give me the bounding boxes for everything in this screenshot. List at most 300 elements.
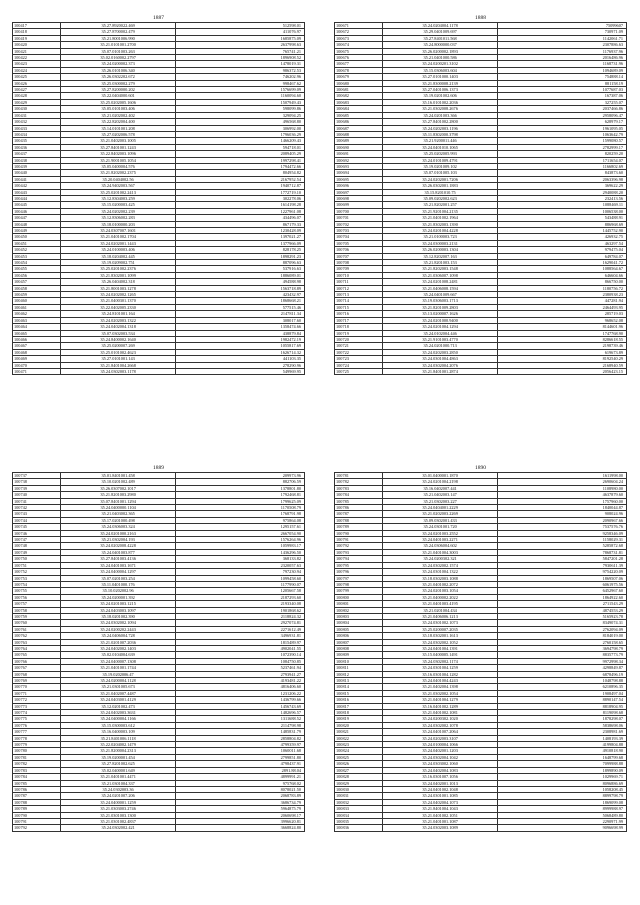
code-cell: 35.24.0401007.2064: [382, 729, 497, 735]
record-id-cell: 100452: [13, 247, 61, 253]
code-cell: 35.21.0401001.4471: [60, 774, 175, 780]
amount-cell: 327255.07: [498, 99, 627, 105]
record-id-cell: 100456: [13, 272, 61, 278]
amount-cell: 1799625.09: [176, 498, 305, 504]
record-id-cell: 100774: [13, 710, 61, 716]
record-id-cell: 100795: [335, 562, 383, 568]
record-id-cell: 100782: [335, 479, 383, 485]
record-id-cell: 100786: [335, 505, 383, 511]
code-cell: 35.21.9101003.4770: [382, 336, 497, 342]
amount-cell: 1160094.60: [176, 93, 305, 99]
record-id-cell: 100766: [13, 658, 61, 664]
ledger-table: [334, 472, 627, 832]
code-cell: 35.24.0301004.1259: [382, 665, 497, 671]
record-id-cell: 100759: [13, 613, 61, 619]
record-id-cell: 100712: [335, 285, 383, 291]
code-cell: 35.24.0302002.1094: [60, 620, 175, 626]
record-id-cell: 100446: [13, 208, 61, 214]
code-cell: 35.24.0300003.2131: [382, 240, 497, 246]
record-id-cell: 100792: [335, 543, 383, 549]
amount-cell: 1177990.07: [176, 581, 305, 587]
amount-cell: 1205667.58: [176, 588, 305, 594]
amount-cell: 1747768.90: [498, 330, 627, 336]
record-id-cell: 100738: [13, 479, 61, 485]
amount-cell: 1626714.32: [176, 349, 305, 355]
amount-cell: 4874553.29: [498, 607, 627, 613]
amount-cell: 463297.54: [498, 240, 627, 246]
amount-cell: 1685875.09: [176, 35, 305, 41]
record-id-cell: 100830: [335, 786, 383, 792]
record-id-cell: 100787: [13, 793, 61, 799]
code-cell: 35.24.0200004.1128: [60, 678, 175, 684]
record-id-cell: 100819: [335, 716, 383, 722]
amount-cell: 434496.07: [176, 215, 305, 221]
code-cell: 35.05.0400004.576: [60, 163, 175, 169]
record-id-cell: 100689: [335, 138, 383, 144]
amount-cell: 1796036.29: [176, 131, 305, 137]
record-id-cell: 100825: [335, 754, 383, 760]
record-id-cell: 100698: [335, 195, 383, 201]
amount-cell: 2060698.17: [176, 812, 305, 818]
amount-cell: 2114798.98: [176, 722, 305, 728]
record-id-cell: 100718: [335, 324, 383, 330]
record-id-cell: 100460: [13, 298, 61, 304]
code-cell: 35.16.0402007.441: [382, 485, 497, 491]
record-id-cell: 100812: [335, 671, 383, 677]
record-id-cell: 100786: [13, 786, 61, 792]
amount-cell: 843873.60: [498, 170, 627, 176]
record-id-cell: 100458: [13, 285, 61, 291]
amount-cell: 2711543.29: [498, 601, 627, 607]
record-id-cell: 100437: [13, 151, 61, 157]
code-cell: 35.21.8302003.1390: [382, 221, 497, 227]
code-cell: 35.20.0404002.56: [60, 176, 175, 182]
code-cell: 35.07.0101003.263: [60, 48, 175, 54]
amount-cell: 167387.06: [498, 93, 627, 99]
amount-cell: 1982472.19: [176, 336, 305, 342]
record-id-cell: 100781: [335, 473, 383, 479]
code-cell: 35.24.0402004.1073: [382, 799, 497, 805]
record-id-cell: 100796: [335, 569, 383, 575]
record-id-cell: 100463: [13, 317, 61, 323]
table-row: [13, 368, 305, 374]
amount-cell: 4798437.91: [176, 761, 305, 767]
amount-cell: 2016486.96: [498, 55, 627, 61]
record-id-cell: 100741: [13, 498, 61, 504]
code-cell: 35.29.0401009.697: [382, 29, 497, 35]
amount-cell: 7868731.81: [498, 549, 627, 555]
record-id-cell: 100779: [13, 742, 61, 748]
code-cell: 35.24.0201004.1294: [382, 324, 497, 330]
code-cell: 35.24.0200001.392: [60, 594, 175, 600]
amount-cell: 1711654.07: [498, 157, 627, 163]
record-id-cell: 100829: [335, 780, 383, 786]
record-id-cell: 100832: [335, 799, 383, 805]
code-cell: 35.24.0202003.2850: [382, 349, 497, 355]
code-cell: 35.21.0400301.1370: [60, 298, 175, 304]
record-id-cell: 100468: [13, 349, 61, 355]
amount-cell: 3694798.79: [498, 645, 627, 651]
code-cell: 35.27.8401011.568: [382, 35, 497, 41]
record-id-cell: 100448: [13, 221, 61, 227]
amount-cell: 1869099.08: [498, 799, 627, 805]
amount-cell: 9754220.09: [498, 569, 627, 575]
record-id-cell: 100799: [335, 588, 383, 594]
record-id-cell: 100831: [335, 793, 383, 799]
record-id-cell: 100680: [335, 80, 383, 86]
record-id-cell: 100466: [13, 336, 61, 342]
amount-cell: 1772719.10: [176, 189, 305, 195]
record-id-cell: 100709: [335, 266, 383, 272]
amount-cell: 1060011.68: [176, 748, 305, 754]
record-id-cell: 100702: [335, 221, 383, 227]
code-cell: 35.24.0400007.1308: [60, 658, 175, 664]
record-id-cell: 100788: [335, 517, 383, 523]
amount-cell: 8835773.79: [498, 652, 627, 658]
amount-cell: 1295157.61: [176, 524, 305, 530]
code-cell: 35.24.0401003.877: [60, 549, 175, 555]
code-cell: 35.26.0101006.340: [60, 67, 175, 73]
code-cell: 35.25.0101002.4623: [60, 349, 175, 355]
code-cell: 35.21.0401003.4195: [382, 601, 497, 607]
code-cell: 35.01.8401001.458: [60, 473, 175, 479]
record-id-cell: 100783: [13, 767, 61, 773]
amount-cell: 1006538.00: [498, 208, 627, 214]
code-cell: 35.19.0306003.1713: [382, 298, 497, 304]
amount-cell: 2760158.65: [498, 639, 627, 645]
record-id-cell: 100746: [13, 530, 61, 536]
amount-cell: 619673.89: [498, 349, 627, 355]
record-id-cell: 100465: [13, 330, 61, 336]
amount-cell: 866750.00: [498, 279, 627, 285]
amount-cell: 2168940.59: [498, 362, 627, 368]
code-cell: 35.25.0300002.279: [60, 80, 175, 86]
code-cell: 35.22.0204002.1479: [60, 742, 175, 748]
code-cell: 35.24.8400002.1640: [60, 336, 175, 342]
record-id-cell: 100706: [335, 247, 383, 253]
code-cell: 35.24.0401010.1065: [382, 144, 497, 150]
amount-cell: 2958096.47: [498, 112, 627, 118]
amount-cell: 1576699.09: [176, 87, 305, 93]
record-id-cell: 100471: [13, 368, 61, 374]
amount-cell: 4637879.60: [498, 492, 627, 498]
record-id-cell: 100451: [13, 240, 61, 246]
code-cell: 35.21.0403002.365: [60, 511, 175, 517]
amount-cell: 1094689.09: [498, 67, 627, 73]
amount-cell: 9096698.99: [498, 825, 627, 831]
amount-cell: 820259.20: [498, 151, 627, 157]
amount-cell: 537916.63: [176, 266, 305, 272]
code-cell: 35.24.0302002.421: [60, 825, 175, 831]
record-id-cell: 100785: [335, 498, 383, 504]
record-id-cell: 100813: [335, 678, 383, 684]
code-cell: 35.27.0101001.143: [60, 356, 175, 362]
code-cell: 35.24.0202001.7206: [382, 176, 497, 182]
code-cell: 35.21.8200004.2313: [60, 748, 175, 754]
code-cell: 35.22.8402003.1096: [60, 151, 175, 157]
code-cell: 35.05.0101003.406: [60, 106, 175, 112]
code-cell: 35.21.8201003.2980: [60, 492, 175, 498]
record-id-cell: 100747: [13, 537, 61, 543]
code-cell: 35.24.0401004.1391: [382, 645, 497, 651]
amount-cell: 1869507.06: [498, 575, 627, 581]
code-cell: 35.24.0301004.4863: [382, 356, 497, 362]
record-id-cell: 100687: [335, 125, 383, 131]
record-id-cell: 100785: [13, 780, 61, 786]
code-cell: 35.24.0102004.446: [382, 330, 497, 336]
record-id-cell: 100791: [335, 537, 383, 543]
amount-cell: 577515.46: [176, 304, 305, 310]
record-id-cell: 100826: [335, 761, 383, 767]
record-id-cell: 100697: [335, 189, 383, 195]
amount-cell: 1168731.96: [498, 61, 627, 67]
amount-cell: 2308981.69: [498, 729, 627, 735]
record-id-cell: 100430: [13, 106, 61, 112]
record-id-cell: 100459: [13, 292, 61, 298]
amount-cell: 1408193.39: [498, 735, 627, 741]
record-id-cell: 100677: [335, 61, 383, 67]
code-cell: 35.24.0200201.3102: [382, 61, 497, 67]
code-cell: 35.12.8202007.163: [382, 253, 497, 259]
record-id-cell: 100447: [13, 215, 61, 221]
code-cell: 35.22.0404000.601: [60, 93, 175, 99]
amount-cell: 754888.14: [498, 74, 627, 80]
record-id-cell: 100440: [13, 170, 61, 176]
code-cell: 35.24.0400000.1104: [60, 505, 175, 511]
code-cell: 35.19.0201002.606: [382, 93, 497, 99]
code-cell: 35.21.0402003.1005: [60, 138, 175, 144]
code-cell: 35.21.0302003.227: [382, 498, 497, 504]
code-cell: 35.24.0400004.1166: [60, 716, 175, 722]
record-id-cell: 100818: [335, 710, 383, 716]
record-id-cell: 100683: [335, 99, 383, 105]
record-id-cell: 100833: [335, 806, 383, 812]
code-cell: 35.24.0101009.4791: [382, 157, 497, 163]
amount-cell: 998467.62: [176, 80, 305, 86]
record-id-cell: 100808: [335, 645, 383, 651]
amount-cell: 2762094.09: [498, 626, 627, 632]
record-id-cell: 100434: [13, 131, 61, 137]
code-cell: 35.24.0302002.1078: [382, 722, 497, 728]
record-id-cell: 100435: [13, 138, 61, 144]
record-id-cell: 100784: [13, 774, 61, 780]
record-id-cell: 100671: [335, 23, 383, 29]
ledger-sheet-1888: [334, 14, 627, 375]
amount-cell: 1099458.60: [176, 575, 305, 581]
record-id-cell: 100721: [335, 343, 383, 349]
record-id-cell: 100757: [13, 601, 61, 607]
amount-cell: 1397021.27: [176, 234, 305, 240]
record-id-cell: 100703: [335, 228, 383, 234]
amount-cell: 2187293.60: [176, 594, 305, 600]
record-id-cell: 100761: [13, 626, 61, 632]
code-cell: 35.24.0202003.1196: [382, 125, 497, 131]
code-cell: 35.11.8302000.3798: [382, 131, 497, 137]
amount-cell: 1072390.14: [176, 652, 305, 658]
record-id-cell: 100716: [335, 311, 383, 317]
record-id-cell: 100686: [335, 119, 383, 125]
amount-cell: 5237461.94: [176, 665, 305, 671]
record-id-cell: 100765: [13, 652, 61, 658]
amount-cell: 1940712.87: [176, 183, 305, 189]
code-cell: 35.24.0100004.1066: [382, 742, 497, 748]
amount-cell: 423432.97: [176, 292, 305, 298]
amount-cell: 2793941.27: [176, 671, 305, 677]
record-id-cell: 100685: [335, 112, 383, 118]
record-id-cell: 100823: [335, 742, 383, 748]
code-cell: 35.24.0302003.36: [60, 786, 175, 792]
ledger-table: [12, 472, 305, 832]
amount-cell: 8184019.00: [498, 633, 627, 639]
record-id-cell: 100816: [335, 697, 383, 703]
code-cell: 35.21.0401002.2072: [382, 581, 497, 587]
amount-cell: 1815489.97: [176, 639, 305, 645]
code-cell: 35.10.0201002.489: [60, 479, 175, 485]
ledger-sheet-1890: [334, 464, 627, 832]
record-id-cell: 100764: [13, 645, 61, 651]
code-cell: 35.26.0200002.1893: [382, 48, 497, 54]
record-id-cell: 100679: [335, 74, 383, 80]
amount-cell: 2782999.17: [498, 144, 627, 150]
record-id-cell: 100789: [13, 806, 61, 812]
amount-cell: 496568.80: [176, 119, 305, 125]
amount-cell: 1311688.52: [176, 716, 305, 722]
amount-cell: 765741.21: [176, 48, 305, 54]
amount-cell: 1908497.04: [498, 690, 627, 696]
amount-cell: 2056423.15: [498, 368, 627, 374]
code-cell: 35.24.0301002.1073: [382, 620, 497, 626]
amount-cell: 302278.06: [176, 195, 305, 201]
amount-cell: 730971.09: [498, 29, 627, 35]
amount-cell: 1456743.69: [176, 703, 305, 709]
record-id-cell: 100723: [335, 356, 383, 362]
code-cell: 35.25.0200007.269: [60, 343, 175, 349]
code-cell: 35.24.0301004.1322: [382, 569, 497, 575]
amount-cell: 1377966.09: [176, 240, 305, 246]
code-cell: 35.07.0302003.534: [60, 330, 175, 336]
amount-cell: 1378801.80: [176, 485, 305, 491]
code-cell: 35.21.8302001.1099: [60, 272, 175, 278]
amount-cell: 1059983.17: [176, 543, 305, 549]
record-id-cell: 100742: [13, 505, 61, 511]
amount-cell: 598099.86: [176, 106, 305, 112]
record-id-cell: 100462: [13, 311, 61, 317]
amount-cell: 975864.08: [176, 517, 305, 523]
amount-cell: 968652.08: [498, 317, 627, 323]
code-cell: 35.21.0301002.4837: [60, 818, 175, 824]
amount-cell: 1840044.87: [498, 505, 627, 511]
record-id-cell: 100684: [335, 106, 383, 112]
amount-cell: 1077687.03: [498, 87, 627, 93]
amount-cell: 1063642.79: [498, 131, 627, 137]
record-id-cell: 100711: [335, 279, 383, 285]
code-cell: 35.24.0303002.1060: [382, 761, 497, 767]
record-id-cell: 100690: [335, 144, 383, 150]
amount-cell: 278290.96: [176, 362, 305, 368]
amount-cell: 1231206.22: [176, 690, 305, 696]
record-id-cell: 100805: [335, 626, 383, 632]
amount-cell: 1048798.88: [498, 678, 627, 684]
code-cell: 35.21.8001006.990: [60, 35, 175, 41]
code-cell: 35.24.0302003.1178: [60, 368, 175, 374]
amount-cell: 2307886.63: [498, 42, 627, 48]
amount-cell: 512598.01: [176, 23, 305, 29]
code-cell: 35.27.0401006.1373: [382, 87, 497, 93]
code-cell: 35.16.0400003.109: [60, 729, 175, 735]
record-id-cell: 100778: [13, 735, 61, 741]
code-cell: 35.21.0401002.1704: [60, 234, 175, 240]
amount-cell: 8349074.31: [498, 620, 627, 626]
amount-cell: 3996620.81: [176, 818, 305, 824]
code-cell: 35.15.0200003.425: [60, 202, 175, 208]
code-cell: 35.24.0201004.4228: [382, 228, 497, 234]
amount-cell: 2271612.49: [176, 626, 305, 632]
code-cell: 35.07.0201003.254: [60, 575, 175, 581]
amount-cell: 2891.88.04: [176, 767, 305, 773]
record-id-cell: 100725: [335, 368, 383, 374]
code-cell: 35.21.0202003.2269: [382, 511, 497, 517]
amount-cell: 5285872.68: [498, 543, 627, 549]
code-cell: 35.24.0201003.2552: [382, 530, 497, 536]
code-cell: 35.26.0200003.1304: [382, 247, 497, 253]
record-id-cell: 100675: [335, 48, 383, 54]
code-cell: 35.18.0302001.1613: [382, 633, 497, 639]
code-cell: 35.21.0301004.337: [60, 780, 175, 786]
record-id-cell: 100424: [13, 67, 61, 73]
record-id-cell: 100800: [335, 594, 383, 600]
record-id-cell: 100781: [13, 754, 61, 760]
code-cell: 35.22.8202004.400: [60, 119, 175, 125]
code-cell: 35.24.0201000.2163: [60, 530, 175, 536]
record-id-cell: 100704: [335, 234, 383, 240]
amount-cell: 1230428.09: [176, 228, 305, 234]
code-cell: 35.24.0404001.2229: [382, 505, 497, 511]
record-id-cell: 100444: [13, 195, 61, 201]
amount-cell: 746202.96: [176, 74, 305, 80]
sheet-title: 1889: [153, 465, 164, 471]
code-cell: 35.24.0402004.1318: [60, 324, 175, 330]
sheet-title: 1890: [475, 465, 486, 471]
amount-cell: 1058208.45: [498, 786, 627, 792]
amount-cell: 1029969.71: [498, 774, 627, 780]
record-id-cell: 100449: [13, 228, 61, 234]
record-id-cell: 100691: [335, 151, 383, 157]
code-cell: 35.24.0202008.4228: [60, 543, 175, 549]
code-cell: 35.21.8401004.2668: [60, 362, 175, 368]
amount-cell: 308017.60: [176, 317, 305, 323]
code-cell: 35.14.0101001.208: [60, 125, 175, 131]
amount-cell: 986372.53: [176, 67, 305, 73]
amount-cell: 1886089.01: [176, 272, 305, 278]
amount-cell: 5964875.79: [176, 806, 305, 812]
amount-cell: 3496931.81: [176, 633, 305, 639]
record-id-cell: 100719: [335, 330, 383, 336]
record-id-cell: 100681: [335, 87, 383, 93]
sheet-title: 1887: [153, 15, 164, 21]
amount-cell: 1576264.96: [176, 537, 305, 543]
code-cell: 35.24.0200202.2443: [60, 626, 175, 632]
record-id-cell: 100760: [13, 620, 61, 626]
code-cell: 35.21.0406006.1213: [382, 613, 497, 619]
amount-cell: 2198739.46: [498, 343, 627, 349]
code-cell: 35.15.0400005.1491: [382, 652, 497, 658]
record-id-cell: 100722: [335, 349, 383, 355]
code-cell: 35.21.0400002.2022: [382, 594, 497, 600]
record-id-cell: 100715: [335, 304, 383, 310]
record-id-cell: 100423: [13, 61, 61, 67]
record-id-cell: 100694: [335, 170, 383, 176]
code-cell: 35.21.8202001.257: [382, 202, 497, 208]
